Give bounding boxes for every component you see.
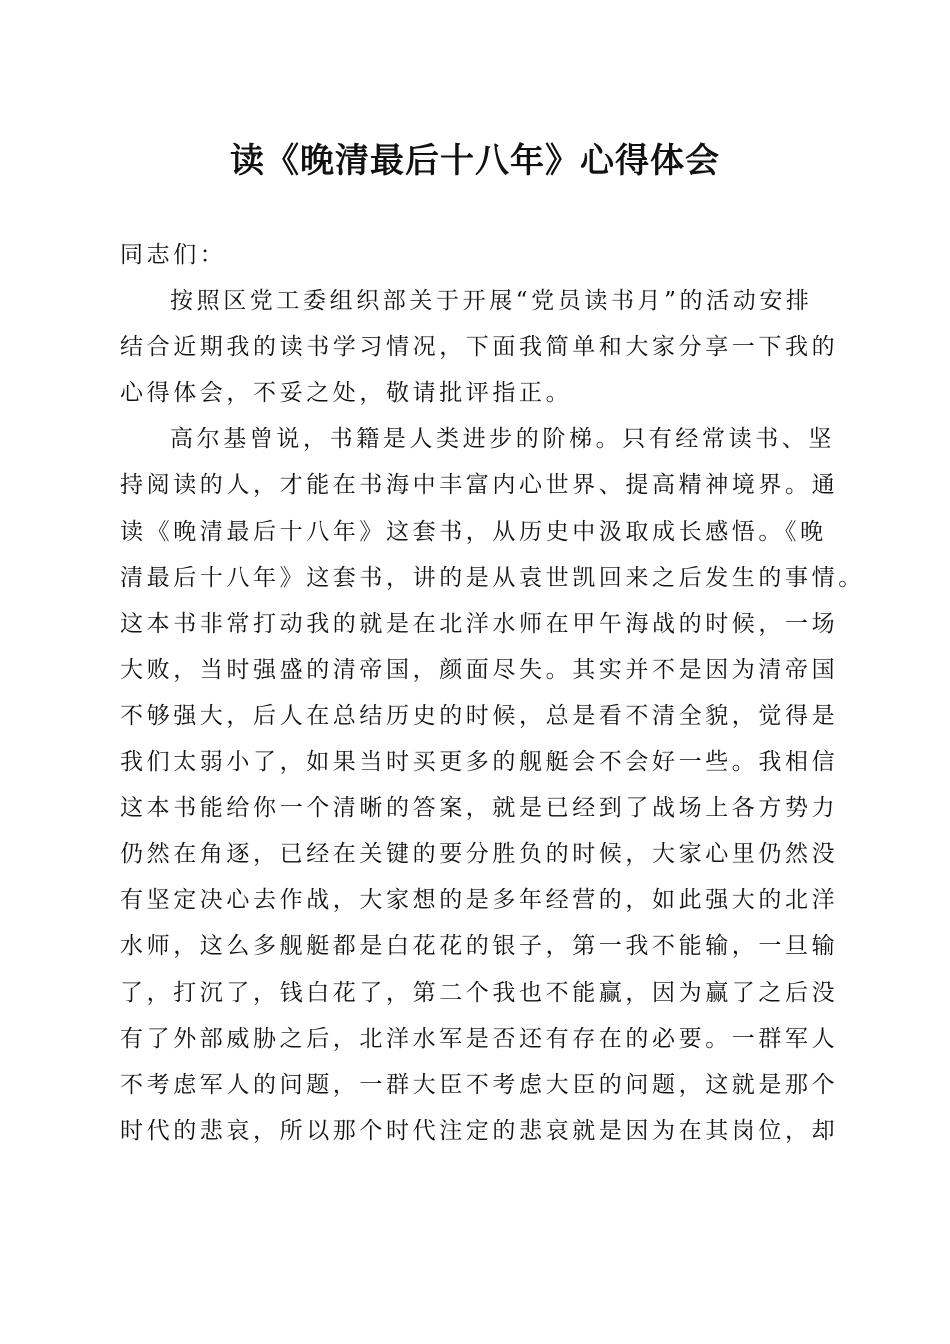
paragraph-line: 不够强大，后人在总结历史的时候，总是看不清全貌，觉得是 — [120, 702, 839, 729]
salutation: 同志们： — [120, 242, 227, 268]
paragraph-line: 大败，当时强盛的清帝国，颜面尽失。其实并不是因为清帝国 — [120, 656, 839, 683]
paragraph-2 — [120, 416, 865, 1154]
document-body — [120, 232, 865, 1154]
paragraph-line: 按照区党工委组织部关于开展“党员读书月”的活动安排 — [170, 288, 813, 315]
paragraph-line: 这本书能给你一个清晰的答案，就是已经到了战场上各方势力 — [120, 795, 839, 822]
paragraph-line: 心得体会，不妥之处，敬请批评指正。 — [120, 380, 573, 407]
paragraph-line: 清最后十八年》这套书，讲的是从袁世凯回来之后发生的事情。 — [120, 564, 865, 591]
paragraph-line: 了，打沉了，钱白花了，第二个我也不能赢，因为赢了之后没 — [120, 979, 839, 1006]
paragraph-line: 时代的悲哀，所以那个时代注定的悲哀就是因为在其岗位，却 — [120, 1117, 839, 1144]
paragraph-line: 高尔基曾说，书籍是人类进步的阶梯。只有经常读书、坚 — [170, 426, 835, 453]
paragraph-1 — [120, 278, 839, 416]
paragraph-line: 读《晚清最后十八年》这套书，从历史中汲取成长感悟。《晚 — [120, 518, 827, 545]
paragraph-line: 不考虑军人的问题，一群大臣不考虑大臣的问题，这就是那个 — [120, 1071, 839, 1098]
paragraph-line: 有坚定决心去作战，大家想的是多年经营的，如此强大的北洋 — [120, 887, 839, 914]
paragraph-line: 持阅读的人，才能在书海中丰富内心世界、提高精神境界。通 — [120, 472, 839, 499]
paragraph-line: 水师，这么多舰艇都是白花花的银子，第一我不能输，一旦输 — [120, 933, 839, 960]
paragraph-line: 这本书非常打动我的就是在北洋水师在甲午海战的时候，一场 — [120, 610, 839, 637]
paragraph-line: 结合近期我的读书学习情况，下面我简单和大家分享一下我的 — [120, 334, 839, 361]
paragraph-line: 仍然在角逐，已经在关键的要分胜负的时候，大家心里仍然没 — [120, 841, 839, 868]
page-title: 读《晚清最后十八年》心得体会 — [230, 141, 720, 181]
paragraph-line: 我们太弱小了，如果当时买更多的舰艇会不会好一些。我相信 — [120, 749, 839, 776]
paragraph-line: 有了外部威胁之后，北洋水军是否还有存在的必要。一群军人 — [120, 1025, 839, 1052]
